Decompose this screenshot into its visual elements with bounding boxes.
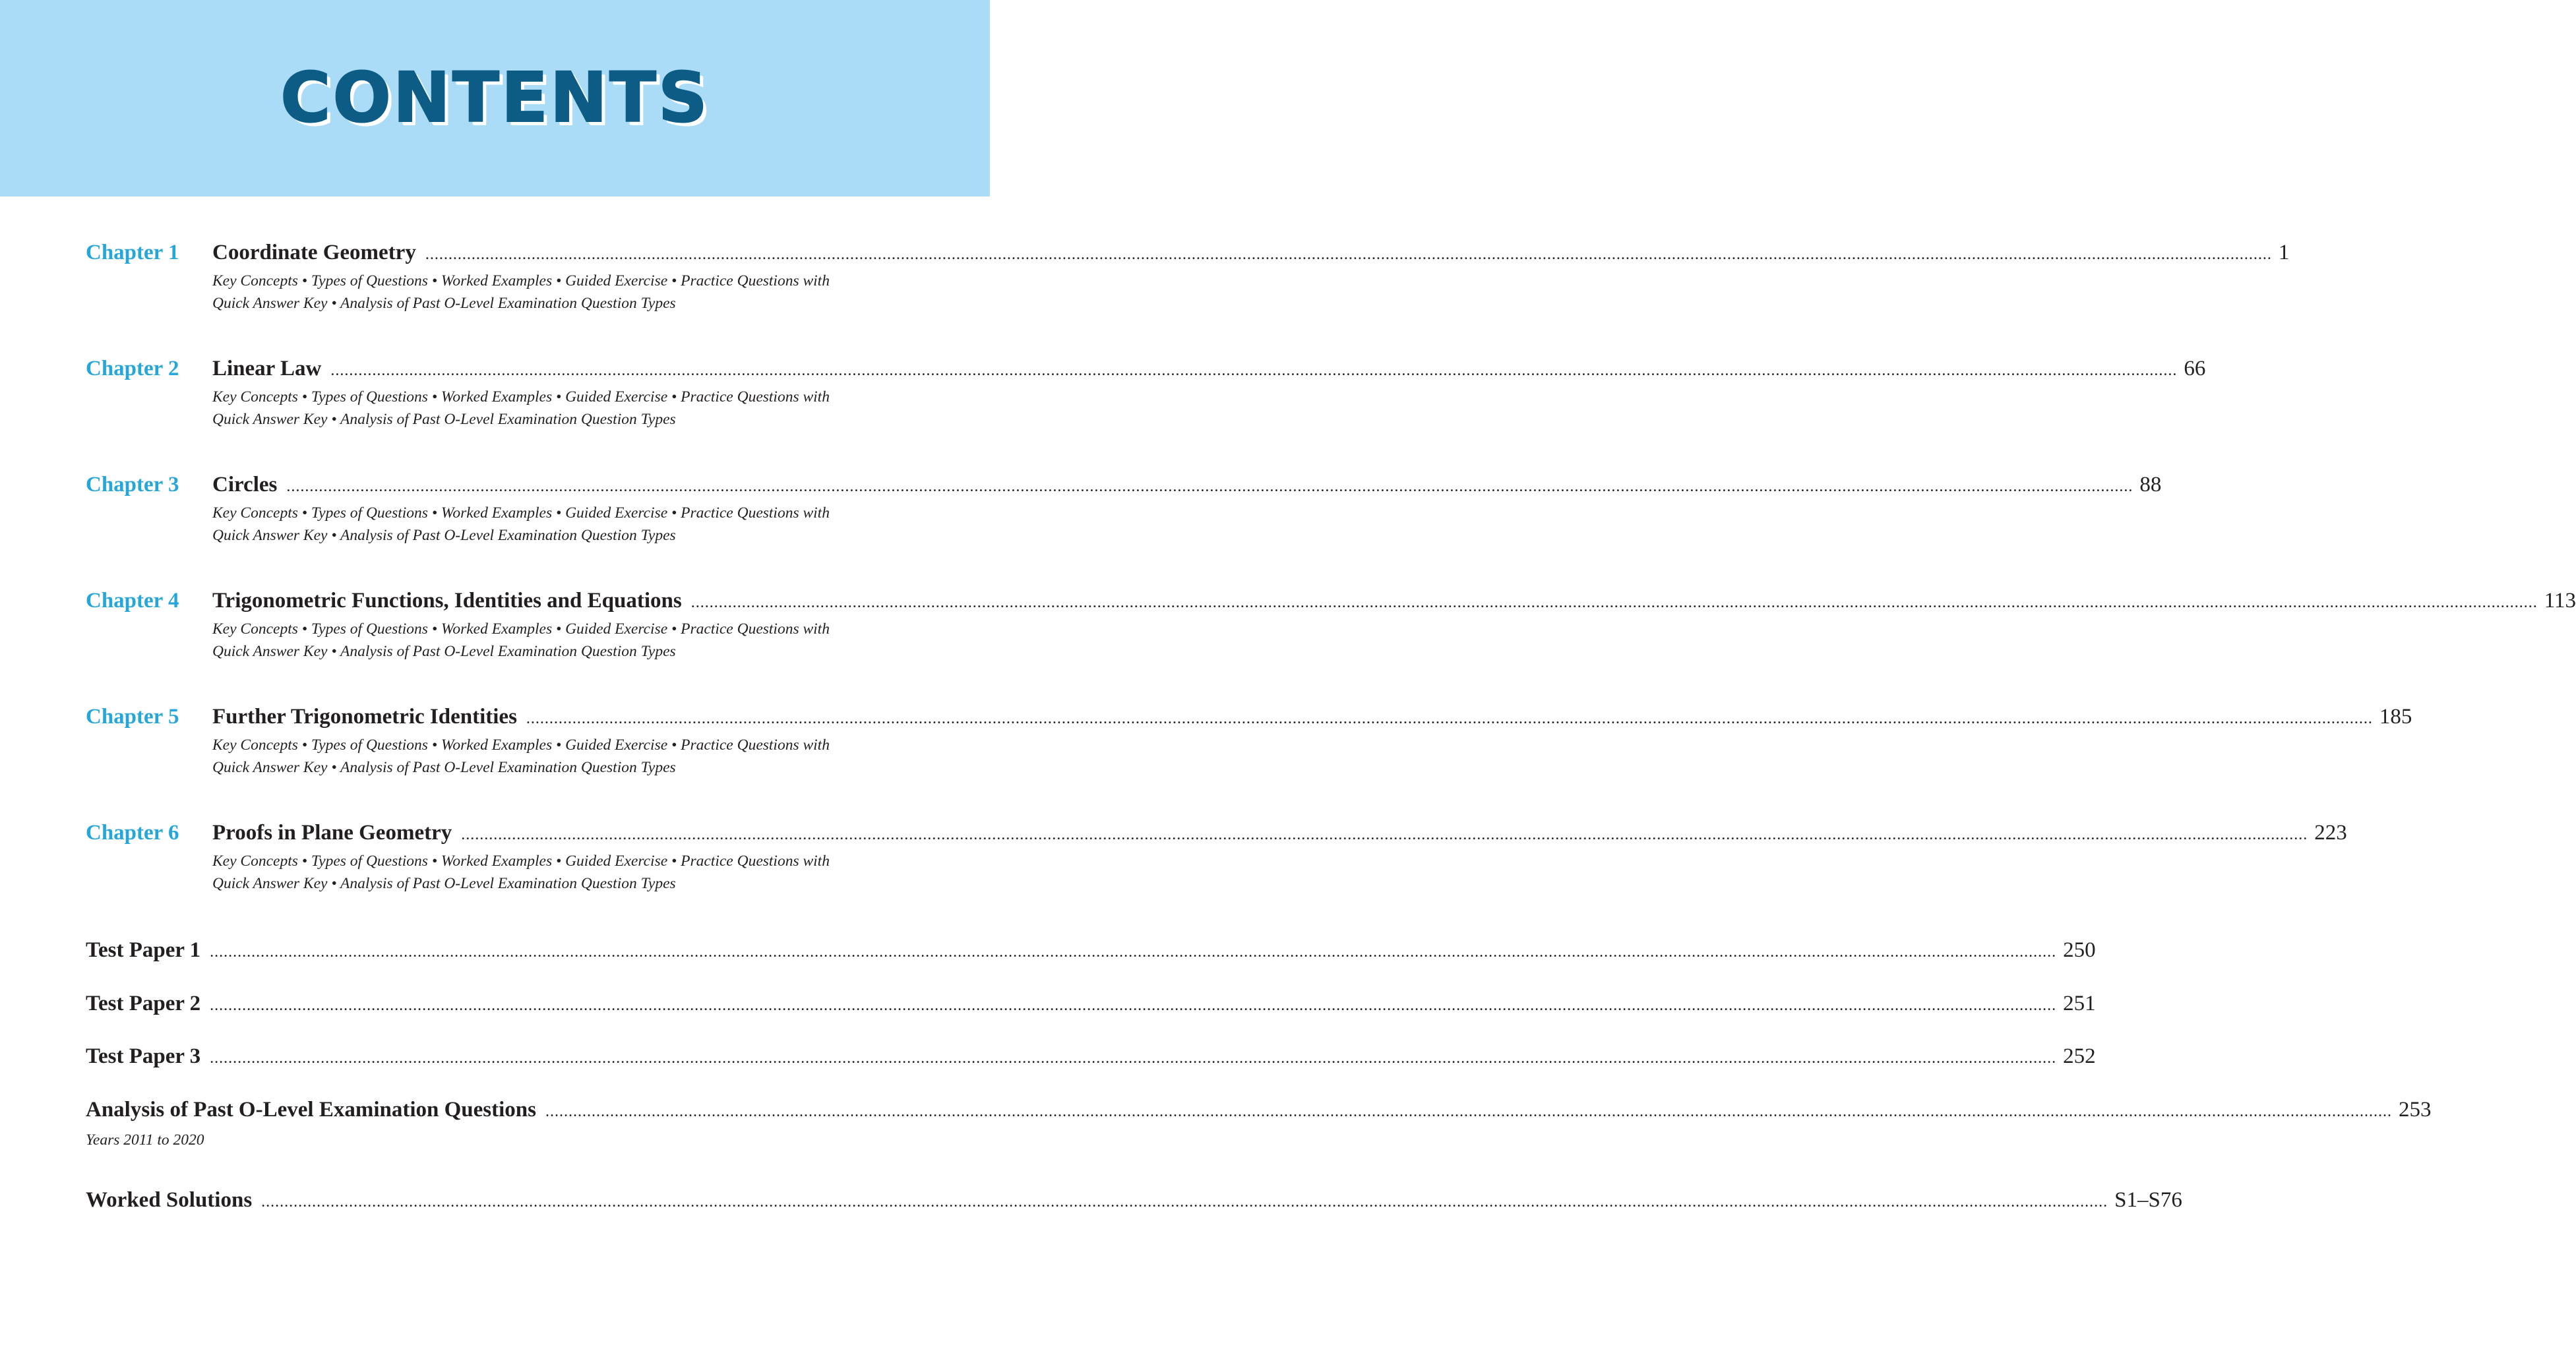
- description-line: Quick Answer Key • Analysis of Past O-Level Examination Question Types: [212, 527, 676, 544]
- dot-leader: ................................................................................................................................................................................................................................................................................................................................................................................................................: [690, 594, 2538, 611]
- dot-leader: ................................................................................................................................................................................................................................................................................................................................................................................................................: [210, 997, 2057, 1014]
- page-number: 88: [2139, 473, 2162, 496]
- dot-leader: ................................................................................................................................................................................................................................................................................................................................................................................................................: [526, 710, 2373, 727]
- chapter-label: Chapter 6: [86, 821, 179, 845]
- dot-leader: ................................................................................................................................................................................................................................................................................................................................................................................................................: [461, 826, 2308, 843]
- chapter-label: Chapter 1: [86, 241, 179, 264]
- chapter-description: [212, 386, 872, 431]
- chapter-description: [212, 850, 872, 895]
- description-line: Key Concepts • Types of Questions • Worked Examples • Guided Exercise • Practice Questions with: [212, 853, 830, 870]
- page-number: 250: [2063, 938, 2096, 962]
- description-line: Key Concepts • Types of Questions • Worked Examples • Guided Exercise • Practice Questions with: [212, 504, 830, 522]
- chapter-title[interactable]: Further Trigonometric Identities: [212, 705, 517, 729]
- chapter-description: [212, 502, 872, 547]
- description-line: Quick Answer Key • Analysis of Past O-Level Examination Question Types: [212, 295, 676, 312]
- page-number: 252: [2063, 1044, 2096, 1068]
- entry-title[interactable]: Test Paper 1: [86, 938, 201, 962]
- chapter-title[interactable]: Proofs in Plane Geometry: [212, 821, 452, 845]
- entry-title[interactable]: Test Paper 3: [86, 1044, 201, 1068]
- description-line: Quick Answer Key • Analysis of Past O-Level Examination Question Types: [212, 411, 676, 428]
- description-line: Key Concepts • Types of Questions • Worked Examples • Guided Exercise • Practice Questions with: [212, 272, 830, 289]
- dot-leader: ................................................................................................................................................................................................................................................................................................................................................................................................................: [286, 478, 2133, 495]
- dot-leader: ................................................................................................................................................................................................................................................................................................................................................................................................................: [261, 1193, 2108, 1211]
- toc-chapter-1[interactable]: [86, 238, 2290, 315]
- page-number: 185: [2379, 705, 2412, 729]
- description-line: Key Concepts • Types of Questions • Worked Examples • Guided Exercise • Practice Questions with: [212, 620, 830, 638]
- chapter-title[interactable]: Trigonometric Functions, Identities and Equations: [212, 589, 682, 613]
- toc-chapter-5[interactable]: [86, 702, 2412, 779]
- dot-leader: ................................................................................................................................................................................................................................................................................................................................................................................................................: [425, 246, 2272, 263]
- entry-title[interactable]: Analysis of Past O-Level Examination Questions: [86, 1098, 536, 1122]
- description-line: Quick Answer Key • Analysis of Past O-Level Examination Question Types: [212, 875, 676, 892]
- entry-title[interactable]: Test Paper 2: [86, 992, 201, 1015]
- description-line: Key Concepts • Types of Questions • Worked Examples • Guided Exercise • Practice Questions with: [212, 388, 830, 405]
- chapter-label: Chapter 4: [86, 589, 179, 613]
- dot-leader: ................................................................................................................................................................................................................................................................................................................................................................................................................: [210, 1050, 2057, 1067]
- toc-worked-solutions[interactable]: [86, 1186, 2182, 1216]
- dot-leader: ................................................................................................................................................................................................................................................................................................................................................................................................................: [545, 1103, 2392, 1120]
- description-line: Key Concepts • Types of Questions • Worked Examples • Guided Exercise • Practice Questions with: [212, 736, 830, 754]
- page-title: CONTENTS: [280, 57, 710, 138]
- page-number: 66: [2184, 357, 2206, 380]
- page-number: 253: [2398, 1098, 2432, 1122]
- chapter-description: [212, 270, 872, 315]
- toc-test-paper-1[interactable]: [86, 936, 2096, 967]
- page-number: 113: [2544, 589, 2576, 613]
- toc-test-paper-2[interactable]: [86, 989, 2096, 1020]
- description-line: Quick Answer Key • Analysis of Past O-Level Examination Question Types: [212, 643, 676, 660]
- page-number: 251: [2063, 992, 2096, 1015]
- toc-test-paper-3[interactable]: [86, 1042, 2096, 1073]
- chapter-description: [212, 618, 872, 663]
- chapter-title[interactable]: Circles: [212, 473, 278, 496]
- description-line: Quick Answer Key • Analysis of Past O-Level Examination Question Types: [212, 759, 676, 776]
- page-number: 223: [2314, 821, 2347, 845]
- chapter-description: [212, 734, 872, 779]
- toc-chapter-3[interactable]: [86, 470, 2162, 547]
- chapter-label: Chapter 2: [86, 357, 179, 380]
- chapter-title[interactable]: Linear Law: [212, 357, 322, 380]
- toc-chapter-4[interactable]: [86, 586, 2576, 663]
- toc-chapter-6[interactable]: [86, 818, 2347, 895]
- chapter-title[interactable]: Coordinate Geometry: [212, 241, 416, 264]
- entry-title[interactable]: Worked Solutions: [86, 1188, 253, 1212]
- chapter-label: Chapter 5: [86, 705, 179, 729]
- dot-leader: ................................................................................................................................................................................................................................................................................................................................................................................................................: [330, 362, 2178, 379]
- dot-leader: ................................................................................................................................................................................................................................................................................................................................................................................................................: [210, 944, 2057, 961]
- chapter-label: Chapter 3: [86, 473, 179, 496]
- toc-analysis[interactable]: [86, 1095, 2432, 1126]
- page-number: 1: [2278, 241, 2290, 264]
- analysis-years-note: Years 2011 to 2020: [86, 1131, 204, 1149]
- toc-chapter-2[interactable]: [86, 354, 2206, 431]
- page-number: S1–S76: [2114, 1188, 2182, 1212]
